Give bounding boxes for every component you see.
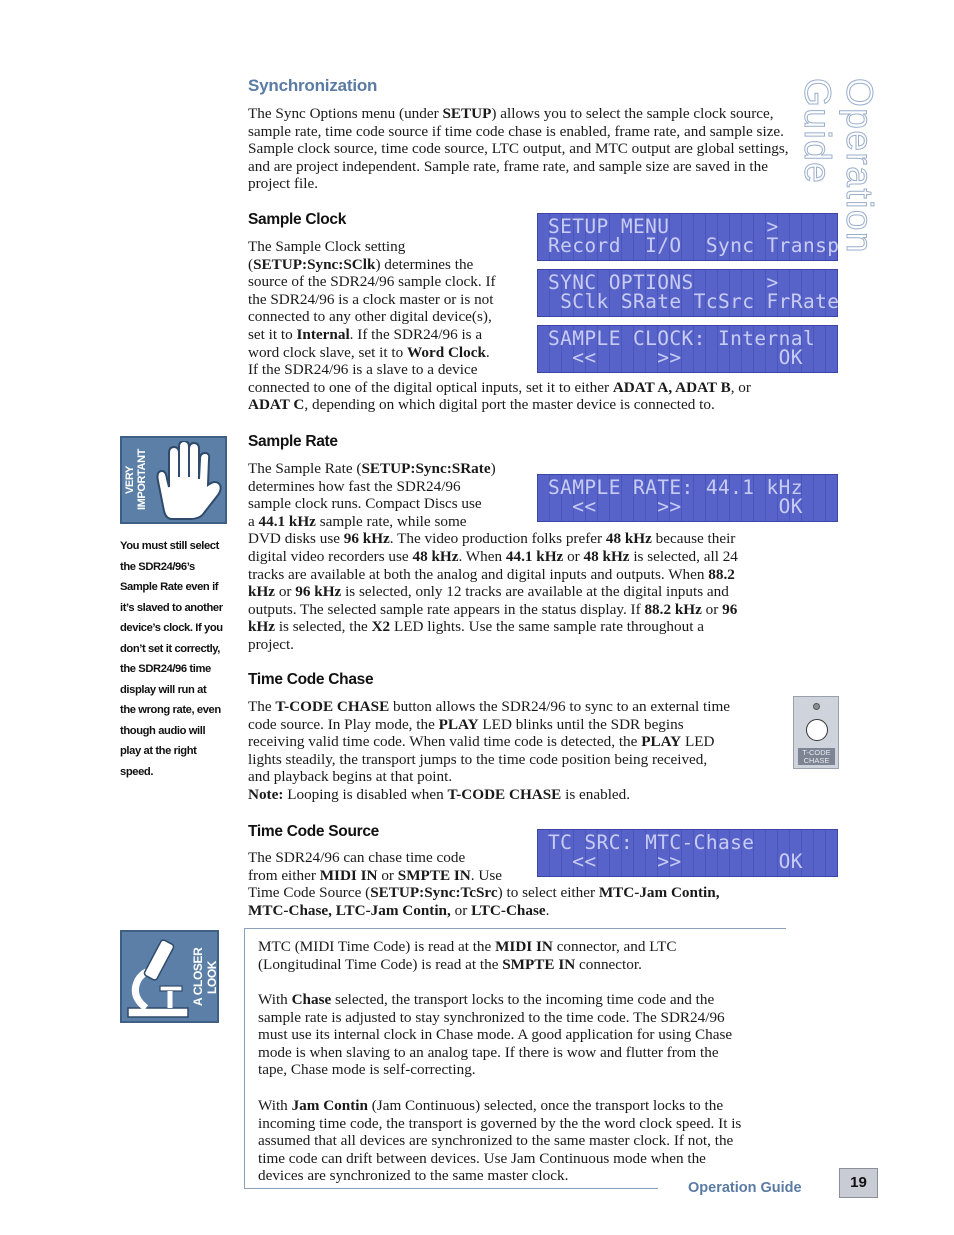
closer-look-rule-bottom — [244, 1188, 658, 1189]
sample-clock-heading: Sample Clock — [248, 211, 347, 228]
text-line: With Jam Contin (Jam Continuous) selected, once the transport locks to the — [258, 1097, 724, 1114]
very-important-box — [120, 436, 227, 524]
lcd-sync-options — [537, 269, 838, 317]
text-line: time code can drift between devices. Use Jam Continuous mode when the — [258, 1149, 706, 1167]
lcd-row: SAMPLE RATE: 44.1 kHz — [548, 476, 803, 499]
text-line: word clock slave, set it to Word Clock. — [248, 343, 490, 361]
text-line: The T-CODE CHASE button allows the SDR24/96 to sync to an external time — [248, 698, 731, 715]
time-code-source-heading: Time Code Source — [248, 823, 380, 840]
text-line: the SDR24/96 is a clock master or is not — [248, 290, 494, 308]
time-code-chase-heading: Time Code Chase — [248, 671, 374, 688]
text-line: The Sample Rate (SETUP:Sync:SRate) — [248, 460, 496, 477]
closer-look-paragraph-1 — [258, 938, 798, 973]
text-line: You must still select — [120, 540, 219, 552]
text-line: tracks are available at both the analog and digital inputs and outputs. When 88.2 — [248, 565, 735, 583]
text-line: DVD disks use 96 kHz. The video production folks prefer 48 kHz because their — [248, 530, 736, 548]
lcd-setup-menu — [537, 213, 838, 261]
lcd-row: << >> OK — [548, 850, 803, 873]
closer-look-paragraph-3 — [258, 1097, 798, 1185]
very-important-note — [120, 536, 232, 782]
lcd-row: << >> OK — [548, 346, 803, 369]
microscope-icon — [126, 936, 194, 1020]
lcd-tc-src — [537, 829, 838, 877]
text-line: the SDR24/96 time — [120, 663, 211, 675]
text-line: though audio will — [120, 724, 206, 737]
led-icon — [813, 703, 820, 710]
closer-look-rule-left — [244, 928, 245, 1188]
side-title: Operation Guide — [797, 78, 880, 254]
text-line: kHz is selected, the X2 LED lights. Use the same sample rate throughout a — [248, 618, 704, 636]
text-line: MTC-Chase, LTC-Jam Contin, or LTC-Chase. — [248, 901, 550, 919]
text-line: tape, Chase mode is self-correcting. — [258, 1061, 476, 1079]
footer-label: Operation Guide — [688, 1180, 802, 1196]
text-line: Sample Rate even if — [120, 581, 219, 593]
text-line: the wrong rate, even — [120, 704, 221, 716]
text-line: Time Code Source (SETUP:Sync:TcSrc) to select either MTC-Jam Contin, — [248, 884, 720, 902]
text-line: source of the SDR24/96 sample clock. If — [248, 273, 496, 291]
text-line: Note: Looping is disabled when T-CODE CHASE is enabled. — [248, 785, 631, 803]
closer-look-box — [120, 930, 219, 1023]
t-code-chase-button[interactable] — [793, 696, 839, 769]
text-line: set it to Internal. If the SDR24/96 is a — [248, 325, 483, 343]
page-number: 19 — [839, 1168, 878, 1198]
text-line: connected to one of the digital optical inputs, set it to either ADAT A, ADAT B, or — [248, 378, 751, 396]
sample-rate-heading: Sample Rate — [248, 433, 338, 450]
text-line: ADAT C, depending on which digital port the master device is connected to. — [248, 396, 715, 414]
lcd-row: SYNC OPTIONS > — [548, 271, 779, 294]
text-line: play at the right — [120, 745, 197, 757]
text-line: a 44.1 kHz sample rate, while some — [248, 512, 467, 530]
text-line: The Sample Clock setting — [248, 238, 406, 255]
text-line: (Longitudinal Time Code) is read at the SMPTE IN connector. — [258, 955, 642, 973]
text-line: kHz or 96 kHz is selected, only 12 tracks are available at the digital inputs and — [248, 583, 729, 601]
button-knob-icon — [806, 719, 828, 741]
lcd-sample-clock — [537, 325, 838, 373]
text-line: mode is when slaving to an analog tape. If there is wow and flutter from the — [258, 1043, 719, 1061]
lcd-row: TC SRC: MTC-Chase — [548, 831, 755, 854]
text-line: incoming time code, the transport is governed by the the word clock speed. It is — [258, 1114, 742, 1132]
very-important-label: VERY IMPORTANT — [124, 449, 148, 511]
text-line: sample clock runs. Compact Discs use — [248, 495, 482, 513]
closer-look-rule-top — [244, 928, 786, 929]
text-line: speed. — [120, 765, 154, 778]
text-line: devices are synchronized to the same master clock. — [258, 1167, 569, 1185]
section-heading: Synchronization — [248, 76, 378, 95]
text-line: digital video recorders use 48 kHz. When 44.1 kHz or 48 kHz is selected, all 24 — [248, 547, 738, 565]
lcd-row: SETUP MENU > — [548, 215, 779, 238]
closer-look-paragraph-2 — [258, 991, 798, 1079]
text-line: sample rate is adjusted to stay synchronized to the time code. The SDR24/96 — [258, 1008, 725, 1026]
text-line: the SDR24/96’s — [120, 560, 195, 573]
closer-look-label: A CLOSER LOOK — [191, 947, 219, 1007]
text-line: With Chase selected, the transport locks to the incoming time code and the — [258, 991, 715, 1008]
time-code-chase-paragraph — [248, 698, 788, 804]
text-line: it’s slaved to another — [120, 601, 223, 614]
lcd-row: << >> OK — [548, 495, 803, 518]
text-line: assumed that all devices are synchronized to the same master clock. If not, the — [258, 1132, 734, 1150]
text-line: connected to any other digital device(s), — [248, 308, 492, 326]
text-line: determines how fast the SDR24/96 — [248, 477, 461, 495]
intro-paragraph: The Sync Options menu (under SETUP) allows you to select the sample clock source, sample rate, time code source if time code chase is enabled, frame rate, and sample size. Sample clock source, time code source, LTC output, and MTC output are global settings, and are project independent. Sample rate, frame rate, and sample size are saved in the project file. — [248, 105, 789, 193]
lcd-row: SClk SRate TcSrc FrRate — [548, 290, 840, 313]
text-line: device’s clock. If you — [120, 622, 223, 634]
lcd-sample-rate — [537, 474, 838, 522]
text-line: and playback begins at that point. — [248, 768, 453, 786]
text-line: outputs. The selected sample rate appears in the status display. If 88.2 kHz or 96 — [248, 600, 738, 618]
lcd-row: Record I/O Sync Transp — [548, 234, 840, 257]
text-line: The SDR24/96 can chase time code — [248, 849, 466, 866]
text-line: If the SDR24/96 is a slave to a device — [248, 361, 478, 379]
text-line: code source. In Play mode, the PLAY LED blinks until the SDR begins — [248, 715, 684, 733]
t-code-chase-label: T-CODE CHASE — [798, 748, 835, 765]
text-line: project. — [248, 635, 294, 653]
text-line: lights steadily, the transport jumps to the time code position being received, — [248, 750, 708, 768]
text-line: MTC (MIDI Time Code) is read at the MIDI IN connector, and LTC — [258, 938, 677, 955]
hand-icon — [150, 441, 224, 521]
lcd-row: SAMPLE CLOCK: Internal — [548, 327, 816, 350]
text-line: don’t set it correctly, — [120, 642, 221, 655]
text-line: from either MIDI IN or SMPTE IN. Use — [248, 866, 502, 884]
text-line: receiving valid time code. When valid time code is detected, the PLAY LED — [248, 733, 715, 751]
text-line: must use its internal clock in Chase mode. A good application for using Chase — [258, 1026, 733, 1044]
text-line: (SETUP:Sync:SClk) determines the — [248, 255, 474, 273]
text-line: display will run at — [120, 683, 207, 696]
